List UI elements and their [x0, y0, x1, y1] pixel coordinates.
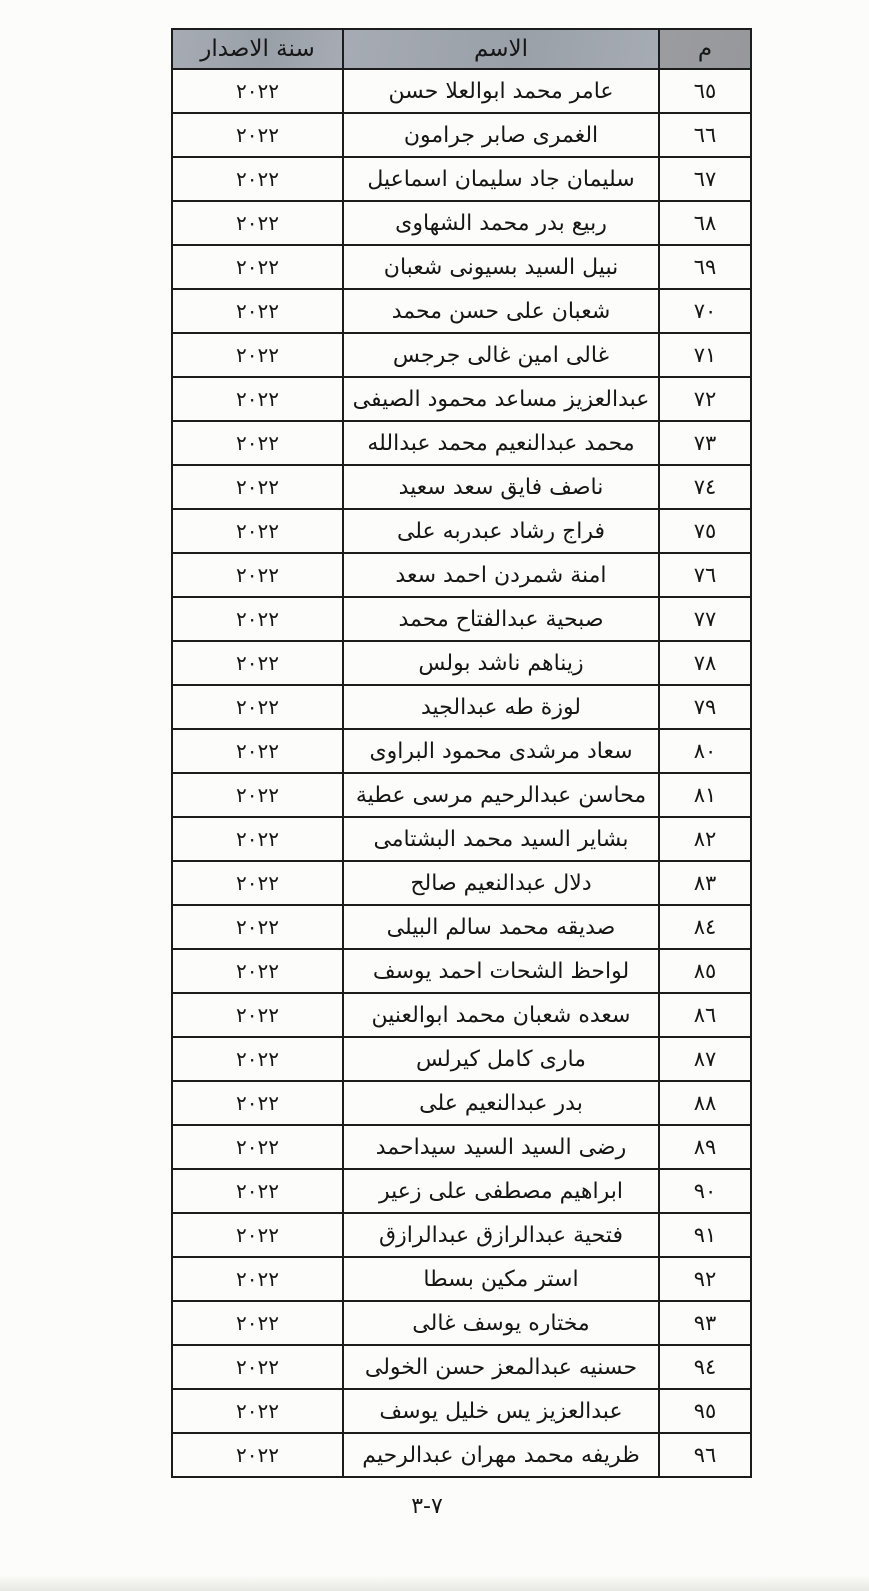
table-row: [172, 245, 751, 289]
name-cell: امنة شمردن احمد سعد: [343, 553, 659, 597]
year-cell: ٢٠٢٢: [172, 817, 343, 861]
row-index-cell: ٦٦: [659, 113, 751, 157]
name-cell: محمد عبدالنعيم محمد عبدالله: [343, 421, 659, 465]
row-index-cell: ٧٨: [659, 641, 751, 685]
row-index-cell: ٨٥: [659, 949, 751, 993]
name-cell: فراج رشاد عبدربه على: [343, 509, 659, 553]
column-header-name: الاسم: [343, 29, 659, 69]
year-cell: ٢٠٢٢: [172, 1257, 343, 1301]
row-index-cell: ٨٢: [659, 817, 751, 861]
table-row: [172, 1257, 751, 1301]
table-row: [172, 729, 751, 773]
year-cell: ٢٠٢٢: [172, 861, 343, 905]
year-cell: ٢٠٢٢: [172, 201, 343, 245]
table-row: [172, 1213, 751, 1257]
page-number: ٧-٣: [411, 1494, 443, 1519]
name-cell: الغمرى صابر جرامون: [343, 113, 659, 157]
name-cell: لوزة طه عبدالجيد: [343, 685, 659, 729]
year-cell: ٢٠٢٢: [172, 69, 343, 113]
year-cell: ٢٠٢٢: [172, 597, 343, 641]
row-index-cell: ٨٦: [659, 993, 751, 1037]
table-row: [172, 333, 751, 377]
name-cell: سليمان جاد سليمان اسماعيل: [343, 157, 659, 201]
column-header-index: م: [659, 29, 751, 69]
table-row: [172, 421, 751, 465]
table-row: [172, 597, 751, 641]
table-row: [172, 289, 751, 333]
row-index-cell: ٧٢: [659, 377, 751, 421]
table-row: [172, 949, 751, 993]
table-row: [172, 157, 751, 201]
table-row: [172, 1301, 751, 1345]
year-cell: ٢٠٢٢: [172, 377, 343, 421]
year-cell: ٢٠٢٢: [172, 1081, 343, 1125]
table-row: [172, 69, 751, 113]
year-cell: ٢٠٢٢: [172, 289, 343, 333]
table-row: [172, 993, 751, 1037]
scan-edge-artifact: [0, 1575, 869, 1591]
table-row: [172, 861, 751, 905]
row-index-cell: ٧٣: [659, 421, 751, 465]
year-cell: ٢٠٢٢: [172, 949, 343, 993]
name-cell: رضى السيد السيد سيداحمد: [343, 1125, 659, 1169]
table-body: [172, 69, 751, 1477]
row-index-cell: ٨٨: [659, 1081, 751, 1125]
table-row: [172, 905, 751, 949]
name-cell: محاسن عبدالرحيم مرسى عطية: [343, 773, 659, 817]
table-row: [172, 113, 751, 157]
year-cell: ٢٠٢٢: [172, 993, 343, 1037]
name-cell: صبحية عبدالفتاح محمد: [343, 597, 659, 641]
table-row: [172, 773, 751, 817]
year-cell: ٢٠٢٢: [172, 729, 343, 773]
header-row: [172, 29, 751, 69]
name-cell: حسنيه عبدالمعز حسن الخولى: [343, 1345, 659, 1389]
row-index-cell: ٧٥: [659, 509, 751, 553]
name-cell: بشاير السيد محمد البشتامى: [343, 817, 659, 861]
table-row: [172, 1037, 751, 1081]
name-cell: ابراهيم مصطفى على زعير: [343, 1169, 659, 1213]
name-cell: مختاره يوسف غالى: [343, 1301, 659, 1345]
name-cell: صديقه محمد سالم البيلى: [343, 905, 659, 949]
row-index-cell: ٧٠: [659, 289, 751, 333]
year-cell: ٢٠٢٢: [172, 157, 343, 201]
name-cell: مارى كامل كيرلس: [343, 1037, 659, 1081]
name-cell: شعبان على حسن محمد: [343, 289, 659, 333]
year-cell: ٢٠٢٢: [172, 1301, 343, 1345]
row-index-cell: ٦٩: [659, 245, 751, 289]
table-row: [172, 1433, 751, 1477]
year-cell: ٢٠٢٢: [172, 905, 343, 949]
year-cell: ٢٠٢٢: [172, 1345, 343, 1389]
year-cell: ٢٠٢٢: [172, 685, 343, 729]
table-row: [172, 1389, 751, 1433]
name-cell: عامر محمد ابوالعلا حسن: [343, 69, 659, 113]
name-cell: غالى امين غالى جرجس: [343, 333, 659, 377]
row-index-cell: ٩٥: [659, 1389, 751, 1433]
name-cell: ربيع بدر محمد الشهاوى: [343, 201, 659, 245]
name-cell: عبدالعزيز يس خليل يوسف: [343, 1389, 659, 1433]
table-row: [172, 509, 751, 553]
name-cell: عبدالعزيز مساعد محمود الصيفى: [343, 377, 659, 421]
row-index-cell: ٦٧: [659, 157, 751, 201]
name-cell: نبيل السيد بسيونى شعبان: [343, 245, 659, 289]
column-header-year: سنة الاصدار: [172, 29, 343, 69]
name-cell: فتحية عبدالرازق عبدالرازق: [343, 1213, 659, 1257]
year-cell: ٢٠٢٢: [172, 421, 343, 465]
row-index-cell: ٧٩: [659, 685, 751, 729]
name-cell: سعاد مرشدى محمود البراوى: [343, 729, 659, 773]
row-index-cell: ٩٠: [659, 1169, 751, 1213]
name-cell: زيناهم ناشد بولس: [343, 641, 659, 685]
table-row: [172, 1081, 751, 1125]
row-index-cell: ٨٧: [659, 1037, 751, 1081]
year-cell: ٢٠٢٢: [172, 465, 343, 509]
row-index-cell: ٧٦: [659, 553, 751, 597]
name-cell: سعده شعبان محمد ابوالعنين: [343, 993, 659, 1037]
year-cell: ٢٠٢٢: [172, 1169, 343, 1213]
row-index-cell: ٩٢: [659, 1257, 751, 1301]
name-cell: دلال عبدالنعيم صالح: [343, 861, 659, 905]
name-cell: لواحظ الشحات احمد يوسف: [343, 949, 659, 993]
row-index-cell: ٦٨: [659, 201, 751, 245]
name-cell: ظريفه محمد مهران عبدالرحيم: [343, 1433, 659, 1477]
year-cell: ٢٠٢٢: [172, 113, 343, 157]
row-index-cell: ٩٦: [659, 1433, 751, 1477]
year-cell: ٢٠٢٢: [172, 1213, 343, 1257]
table-row: [172, 641, 751, 685]
name-cell: ناصف فايق سعد سعيد: [343, 465, 659, 509]
year-cell: ٢٠٢٢: [172, 509, 343, 553]
row-index-cell: ٧١: [659, 333, 751, 377]
year-cell: ٢٠٢٢: [172, 641, 343, 685]
table-row: [172, 1169, 751, 1213]
table-row: [172, 817, 751, 861]
table-row: [172, 1345, 751, 1389]
year-cell: ٢٠٢٢: [172, 553, 343, 597]
row-index-cell: ٦٥: [659, 69, 751, 113]
year-cell: ٢٠٢٢: [172, 1389, 343, 1433]
year-cell: ٢٠٢٢: [172, 333, 343, 377]
table-row: [172, 553, 751, 597]
table-row: [172, 1125, 751, 1169]
row-index-cell: ٧٤: [659, 465, 751, 509]
row-index-cell: ٩٣: [659, 1301, 751, 1345]
row-index-cell: ٨٩: [659, 1125, 751, 1169]
name-cell: استر مكين بسطا: [343, 1257, 659, 1301]
table-row: [172, 685, 751, 729]
row-index-cell: ٨١: [659, 773, 751, 817]
name-cell: بدر عبدالنعيم على: [343, 1081, 659, 1125]
row-index-cell: ٨٣: [659, 861, 751, 905]
year-cell: ٢٠٢٢: [172, 1125, 343, 1169]
row-index-cell: ٩٤: [659, 1345, 751, 1389]
row-index-cell: ٨٠: [659, 729, 751, 773]
year-cell: ٢٠٢٢: [172, 1037, 343, 1081]
row-index-cell: ٩١: [659, 1213, 751, 1257]
table-row: [172, 201, 751, 245]
year-cell: ٢٠٢٢: [172, 773, 343, 817]
year-cell: ٢٠٢٢: [172, 245, 343, 289]
table-row: [172, 465, 751, 509]
year-cell: ٢٠٢٢: [172, 1433, 343, 1477]
row-index-cell: ٧٧: [659, 597, 751, 641]
table-row: [172, 377, 751, 421]
row-index-cell: ٨٤: [659, 905, 751, 949]
issuance-roster-table: [171, 28, 752, 1478]
